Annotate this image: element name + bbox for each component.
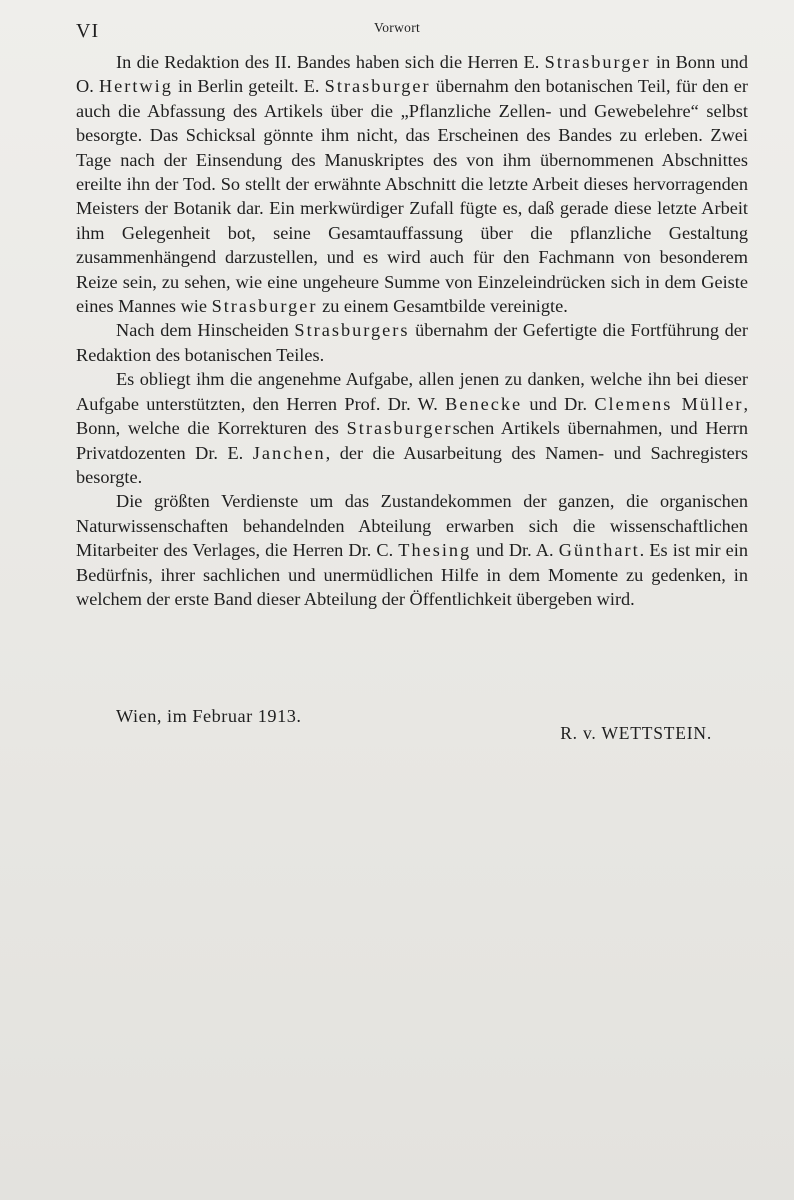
text-segment: und Dr. A. [471, 540, 559, 561]
text-segment: , Bonn, welche die Korrekturen des [76, 393, 749, 439]
paragraph-3 [76, 367, 748, 489]
text-segment: . Es ist mir ein Bedürfnis, ihrer sachlichen und unermüdlichen Hilfe in dem Momente zu gedenken, in welchem der erste Band dieser Abteilung der Öffentlichkeit übergeben wird. [76, 540, 748, 609]
spaced-name: Günthart [558, 540, 640, 561]
signature: R. v. WETTSTEIN. [560, 723, 712, 743]
spaced-name: Clemens Müller [594, 393, 744, 414]
page-number: VI [76, 20, 100, 42]
paragraph-1 [76, 50, 748, 318]
paragraph-2 [76, 318, 748, 367]
running-title: Vorwort [373, 20, 421, 35]
spaced-name: Benecke [445, 393, 523, 414]
text-segment: Es obliegt ihm die angenehme Aufgabe, allen jenen zu danken, welche ihn bei dieser Aufgabe unterstützten, den Herren Prof. Dr. W. [76, 369, 748, 414]
spaced-name: Janchen [252, 442, 326, 463]
text-segment: , der die Ausarbeitung des Namen- und Sachregisters besorgte. [76, 442, 748, 487]
spaced-name: Strasburger [346, 418, 453, 439]
text-segment: Nach dem Hinscheiden [116, 320, 295, 341]
text-segment: zu einem Gesamtbilde vereinigte. [317, 296, 568, 317]
spaced-name: Hertwig [98, 76, 173, 97]
text-segment: und Dr. [522, 393, 595, 414]
spaced-name: Thesing [398, 540, 472, 561]
spaced-name: Strasburger [544, 52, 651, 72]
text-segment: in Bonn und O. [76, 52, 749, 97]
text-segment: übernahm der Gefertigte die Fortführung der Redaktion des botanischen Teiles. [76, 320, 748, 365]
text-segment: schen Artikels übernahmen, und Herrn Privatdozenten Dr. E. [76, 418, 748, 463]
text-segment: Die größten Verdienste um das Zustandekommen der ganzen, die organischen Naturwissenschaften behandelnden Abteilung erwarben sich die wissenschaftlichen Mitarbeiter des Verlages, die Herren Dr. C. [76, 491, 748, 561]
text-segment: In die Redaktion des II. Bandes haben sich die Herren E. [116, 52, 545, 72]
spaced-name: Strasburger [211, 296, 318, 317]
text-segment: übernahm den botanischen Teil, für den er auch die Abfassung des Artikels über die „Pflanzliche Zellen- und Gewebelehre“ selbst besorgte. Das Schicksal gönnte ihm nicht, das Erscheinen des Bandes zu erleben. Zwei Tage nach der Einsendung des Manuskriptes des von ihm übernommenen Abschnittes ereilte ihn der Tod. So stellt der erwähnte Abschnitt die letzte Arbeit dieses hervorragenden Meisters der Botanik dar. Ein merkwürdiger Zufall fügte es, daß gerade diese letzte Arbeit ihm Gelegenheit bot, seine Gesamtauffassung über die pflanzliche Gestaltung zusammenhängend darzustellen, und es wird auch für den Fachmann von besonderem Reize sein, zu sehen, wie eine ungeheure Summe von Einzeleindrücken sich in dem Geiste eines Mannes wie [76, 76, 749, 317]
paragraph-4 [76, 489, 748, 611]
place-and-date: Wien, im Februar 1913. [116, 706, 302, 726]
spaced-name: Strasburger [324, 76, 431, 97]
preface-body [76, 50, 748, 611]
spaced-name: Strasburgers [294, 320, 410, 341]
text-segment: in Berlin geteilt. E. [172, 76, 325, 97]
